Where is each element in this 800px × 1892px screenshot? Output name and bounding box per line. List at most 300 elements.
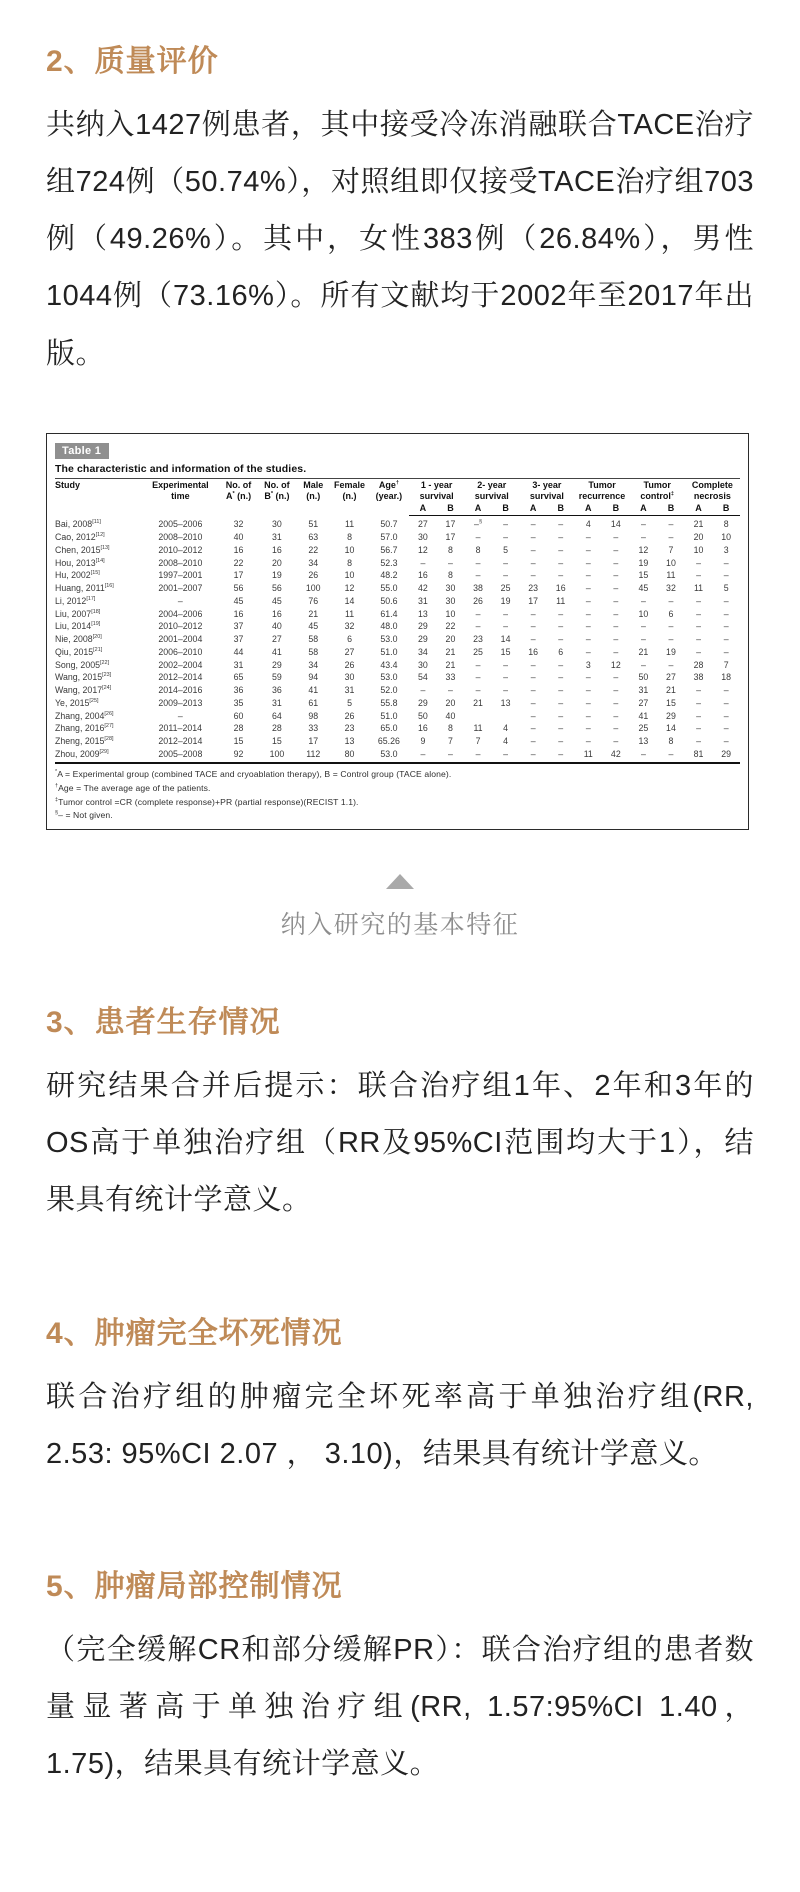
table-cell: 34	[308, 557, 319, 568]
table-cell: –	[723, 685, 729, 696]
table-cell: –	[448, 685, 453, 696]
table-cell: 31	[417, 595, 428, 606]
table-cell: 15	[272, 736, 282, 747]
table-cell: 10	[721, 532, 732, 543]
table-cell: Qiu, 2015[21]	[55, 646, 103, 657]
table-footnote: ‡Tumor control =CR (complete response)+PR (partial response)(RECIST 1.1).	[55, 796, 359, 807]
table-row	[55, 620, 740, 633]
table-cell: –	[585, 557, 591, 568]
table-cell: –	[558, 736, 564, 747]
table-subcolumn-header: B	[547, 502, 575, 516]
table-column-header: No. of B* (n.)	[258, 478, 296, 516]
table-cell: 4	[503, 736, 509, 747]
table-cell: 11	[693, 583, 704, 594]
table-cell: –	[696, 608, 701, 619]
table-figure-image[interactable]	[46, 433, 749, 831]
table-cell: 65	[233, 672, 244, 683]
section-paragraph-local-tumor-control: （完全缓解CR和部分缓解PR）：联合治疗组的患者数量显著高于单独治疗组(RR, 1.57:95%CI 1.40，1.75)，结果具有统计学意义。	[46, 1633, 754, 1780]
table-cell: –	[585, 544, 591, 555]
table-cell: 29	[417, 697, 428, 708]
table-cell: 37	[233, 621, 244, 632]
table-cell: –	[475, 621, 481, 632]
table-cell: –	[177, 595, 183, 606]
table-cell: 100	[258, 748, 296, 763]
table-cell: –	[613, 557, 619, 568]
table-cell: –	[613, 595, 619, 606]
table-cell: –	[630, 748, 658, 763]
table-cell: –	[530, 608, 536, 619]
table-cell: 29	[712, 748, 740, 763]
table-cell: 9	[420, 736, 426, 747]
table-row	[55, 722, 740, 735]
table-cell: Chen, 2015[13]	[55, 544, 110, 555]
table-cell: 41	[272, 646, 282, 657]
studies-table-head	[55, 478, 740, 516]
table-cell: 11	[344, 608, 355, 619]
table-cell: Hou, 2013[14]	[55, 557, 105, 568]
table-cell: 92	[219, 748, 257, 763]
table-cell: 20	[272, 557, 282, 568]
table-row	[55, 710, 740, 723]
table-cell: 19	[638, 557, 649, 568]
table-cell: 8	[668, 736, 674, 747]
table-cell: 4	[585, 519, 591, 530]
table-cell: 29	[417, 621, 428, 632]
table-cell: –	[585, 672, 591, 683]
table-cell: 14	[500, 634, 511, 645]
table-cell: –	[723, 723, 729, 734]
table-cell: –	[558, 697, 564, 708]
table-cell: –	[613, 736, 619, 747]
table-cell: 61.4	[380, 608, 398, 619]
table-cell: 19	[500, 595, 511, 606]
table-cell: 2012–2014	[158, 736, 203, 747]
table-cell: 8	[723, 519, 729, 530]
table-cell: 11	[666, 570, 676, 581]
table-cell: 13	[344, 736, 355, 747]
table-cell: 10	[638, 608, 649, 619]
table-cell: –	[613, 685, 619, 696]
table-cell: 12	[417, 544, 428, 555]
table-cell: 55.0	[380, 583, 398, 594]
table-cell: 7	[475, 736, 481, 747]
table-row	[55, 516, 740, 531]
table-cell: –	[177, 710, 183, 721]
table-cell: –	[613, 723, 619, 734]
table-cell: 8	[347, 532, 352, 543]
table-cell: 26	[308, 570, 319, 581]
table-footnote: *A = Experimental group (combined TACE and cryoablation therapy), B = Control group (TACE alone).	[55, 769, 452, 780]
table-subcolumn-header: A	[409, 502, 437, 516]
table-cell: –	[475, 659, 481, 670]
table-cell: 58	[308, 646, 319, 657]
table-cell: –	[437, 748, 465, 763]
table-cell: 21	[638, 646, 649, 657]
table-cell: –	[464, 748, 492, 763]
table-cell: 51.0	[380, 646, 398, 657]
table-column-header: Male (n.)	[296, 478, 330, 516]
table-cell: 50	[417, 710, 428, 721]
table-cell: –	[503, 685, 509, 696]
table-cell: 2010–2012	[158, 621, 203, 632]
table-cell	[492, 710, 520, 723]
table-row	[55, 697, 740, 710]
table-cell: Ye, 2015[25]	[55, 697, 99, 708]
table-cell: –	[613, 583, 619, 594]
table-cell: 17	[445, 532, 456, 543]
table-cell: 17	[528, 595, 539, 606]
table-cell: 16	[272, 608, 282, 619]
table-row	[55, 595, 740, 608]
table-cell: –	[613, 634, 619, 645]
table-cell: 53.0	[380, 634, 398, 645]
table-cell: –	[558, 634, 564, 645]
table-cell: 19	[666, 646, 676, 657]
table-cell: 38	[473, 583, 483, 594]
table-cell: 30	[445, 595, 456, 606]
section-patient-survival	[46, 1003, 754, 1229]
table-cell: –	[640, 519, 646, 530]
table-cell: –	[668, 532, 674, 543]
table-subcolumn-header: B	[602, 502, 630, 516]
table-cell: 36	[233, 685, 244, 696]
table-cell: –	[530, 570, 536, 581]
table-cell: 17	[233, 570, 244, 581]
table-cell: 43.4	[380, 659, 398, 670]
table-cell: –	[558, 710, 564, 721]
table-cell: 98	[308, 710, 319, 721]
table-column-header: 1 - year survival	[409, 478, 464, 502]
table-cell: 2002–2004	[158, 659, 203, 670]
table-subcolumn-header: A	[464, 502, 492, 516]
figure-caption-block	[46, 874, 754, 941]
table-cell: Song, 2005[22]	[55, 659, 110, 670]
table-cell: –	[668, 519, 674, 530]
table-cell: –	[547, 748, 575, 763]
table-cell: –	[696, 736, 701, 747]
table-cell: –	[530, 685, 536, 696]
table-cell: –	[475, 685, 481, 696]
table-cell: 61	[308, 697, 319, 708]
table-cell: 15	[500, 646, 511, 657]
table-cell: 28	[272, 723, 282, 734]
table-row	[55, 569, 740, 582]
table-cell: 3	[723, 544, 729, 555]
table-cell: 1997–2001	[158, 570, 203, 581]
table-cell: Wang, 2015[23]	[55, 672, 112, 683]
table-cell: 21	[445, 659, 456, 670]
table-row	[55, 748, 740, 763]
table-cell: –	[585, 583, 591, 594]
table-cell: 41	[638, 710, 649, 721]
table-cell: –	[723, 736, 729, 747]
table-column-header: 2- year survival	[464, 478, 519, 502]
table-cell: –	[492, 748, 520, 763]
table-subcolumn-header: B	[492, 502, 520, 516]
table-cell: –	[530, 697, 536, 708]
table-cell: 27	[272, 634, 282, 645]
table-cell: –	[530, 710, 536, 721]
table-subcolumn-header: A	[685, 502, 713, 516]
section-heading-patient-survival: 3、患者生存情况	[46, 1006, 281, 1040]
table-cell: 58	[308, 634, 319, 645]
table-row	[55, 557, 740, 570]
table-cell: 65.0	[380, 723, 398, 734]
table-column-header: Age† (year.)	[369, 478, 409, 516]
table-column-header: Tumor control‡	[630, 478, 685, 502]
table-cell: 2008–2010	[158, 557, 203, 568]
table-cell: –	[585, 608, 591, 619]
table-cell: 48.2	[380, 570, 398, 581]
table-cell: –	[503, 672, 509, 683]
section-paragraph-patient-survival: 研究结果合并后提示：联合治疗组1年、2年和3年的OS高于单独治疗组（RR及95%CI范围均大于1），结果具有统计学意义。	[46, 1070, 754, 1217]
table-cell: 50	[638, 672, 649, 683]
table-cell: –	[723, 570, 729, 581]
table-cell: 8	[347, 557, 352, 568]
table-cell: 27	[344, 646, 355, 657]
table-cell: –	[723, 646, 729, 657]
table-cell: 19	[272, 570, 282, 581]
table-cell: 30	[344, 672, 355, 683]
table-cell: –	[613, 532, 619, 543]
table-cell: 11	[574, 748, 602, 763]
table-cell: 11	[473, 723, 483, 734]
section-heading-quality-evaluation: 2、质量评价	[46, 45, 219, 78]
table-row	[55, 735, 740, 748]
table-cell: 15	[233, 736, 244, 747]
table-cell: 16	[417, 723, 428, 734]
table-cell: –	[696, 621, 701, 632]
table-cell: 14	[344, 595, 355, 606]
table-cell: 12	[344, 583, 355, 594]
table-cell: –	[558, 723, 564, 734]
table-cell: 29	[666, 710, 676, 721]
table-cell: –	[613, 672, 619, 683]
table-subcolumn-header: A	[574, 502, 602, 516]
table-cell: 2012–2014	[158, 672, 203, 683]
table-cell: 76	[308, 595, 319, 606]
table-cell: Zhang, 2004[26]	[55, 710, 114, 721]
table-cell: 23	[528, 583, 539, 594]
table-cell: 21	[666, 685, 676, 696]
table-cell: –	[668, 659, 674, 670]
table-row	[55, 531, 740, 544]
table-cell: –	[475, 532, 481, 543]
table-cell: 40	[445, 710, 456, 721]
table-cell: –	[558, 544, 564, 555]
table-cell: 14	[666, 723, 676, 734]
table-cell: 51	[308, 519, 319, 530]
table-cell: –	[585, 570, 591, 581]
table-cell: Zhang, 2016[27]	[55, 723, 114, 734]
table-cell: 8	[448, 723, 453, 734]
table-cell: 18	[721, 672, 732, 683]
table-cell: –	[409, 748, 437, 763]
table-cell: 26	[344, 659, 355, 670]
table-cell: –§	[474, 519, 482, 530]
table-cell: 27	[638, 697, 649, 708]
table-cell: –	[585, 685, 591, 696]
table-cell: 7	[448, 736, 453, 747]
table-cell: –	[585, 697, 591, 708]
section-local-tumor-control	[46, 1567, 754, 1793]
table-cell: 2011–2014	[158, 723, 203, 734]
table-cell: –	[668, 621, 674, 632]
table-cell: –	[640, 659, 646, 670]
table-subcolumn-header: A	[630, 502, 658, 516]
table-cell: 23	[344, 723, 355, 734]
table-cell: –	[696, 685, 701, 696]
table-cell: Nie, 2008[20]	[55, 634, 102, 645]
table-cell: Zheng, 2015[28]	[55, 736, 114, 747]
table-cell: 40	[233, 532, 244, 543]
table-cell: –	[475, 557, 481, 568]
table-cell: 10	[693, 544, 704, 555]
table-cell: –	[696, 634, 701, 645]
table-cell: 42	[417, 583, 428, 594]
table-cell: 28	[233, 723, 244, 734]
table-cell: –	[668, 634, 674, 645]
table-cell: 30	[445, 583, 456, 594]
table-cell: –	[585, 736, 591, 747]
table-cell: 14	[610, 519, 621, 530]
table-cell: 30	[272, 519, 282, 530]
table-cell: 32	[666, 583, 676, 594]
table-cell: 15	[666, 697, 676, 708]
table-cell: –	[503, 557, 509, 568]
table-cell: –	[558, 621, 564, 632]
table-cell: –	[503, 659, 509, 670]
table-column-header: 3- year survival	[519, 478, 574, 502]
table-cell: –	[613, 544, 619, 555]
table-subcolumn-header: B	[437, 502, 465, 516]
table-cell: –	[530, 532, 536, 543]
table-cell: 33	[445, 672, 456, 683]
table-row	[55, 671, 740, 684]
table-cell: –	[723, 710, 729, 721]
table-cell: –	[640, 621, 646, 632]
section-heading-local-tumor-control: 5、肿瘤局部控制情况	[46, 1569, 343, 1603]
table-cell: 64	[272, 710, 282, 721]
table-cell: 54	[417, 672, 428, 683]
studies-table	[55, 478, 740, 765]
table-cell: –	[448, 557, 453, 568]
table-cell: –	[640, 532, 646, 543]
table-title: The characteristic and information of the studies.	[55, 462, 307, 475]
table-cell: 41	[308, 685, 319, 696]
table-cell: 44	[233, 646, 244, 657]
table-cell: 23	[473, 634, 483, 645]
table-cell: –	[696, 710, 701, 721]
table-cell: 50.7	[380, 519, 398, 530]
table-cell: 8	[475, 544, 481, 555]
table-row	[55, 582, 740, 595]
table-cell: 32	[233, 519, 244, 530]
table-cell	[464, 710, 492, 723]
table-cell: 21	[473, 697, 483, 708]
table-label-badge: Table 1	[55, 443, 109, 459]
figure-caption: 纳入研究的基本特征	[280, 911, 520, 940]
table-cell: 27	[666, 672, 676, 683]
table-cell: 25	[500, 583, 511, 594]
table-cell: 55.8	[380, 697, 398, 708]
table-cell: 51.0	[380, 710, 398, 721]
table-cell: –	[475, 672, 481, 683]
table-cell: 12	[638, 544, 649, 555]
table-cell: 94	[308, 672, 319, 683]
table-cell: –	[696, 557, 701, 568]
table-cell: Wang, 2017[24]	[55, 685, 112, 696]
table-cell: –	[696, 570, 701, 581]
table-cell: 13	[638, 736, 649, 747]
table-cell: 21	[445, 646, 456, 657]
table-cell: 2001–2007	[158, 583, 203, 594]
table-cell: –	[503, 608, 509, 619]
table-cell: 52.3	[380, 557, 398, 568]
table-cell: –	[558, 570, 564, 581]
table-cell: –	[420, 557, 426, 568]
table-cell: 10	[445, 608, 456, 619]
table-cell: 7	[723, 659, 729, 670]
table-cell: –	[530, 544, 536, 555]
table-cell: 31	[344, 685, 355, 696]
table-cell: 8	[448, 570, 453, 581]
table-footnote: §– = Not given.	[55, 810, 113, 821]
table-cell: 13	[500, 697, 511, 708]
table-cell: Li, 2012[17]	[55, 595, 96, 606]
table-cell: 2009–2013	[158, 697, 203, 708]
table-cell: 27	[417, 519, 428, 530]
table-subcolumn-header: B	[712, 502, 740, 516]
table-cell: 100	[305, 583, 321, 594]
table-cell: –	[585, 634, 591, 645]
table-row	[55, 659, 740, 672]
table-cell: –	[668, 595, 674, 606]
table-cell: 8	[448, 544, 453, 555]
table-cell: 48.0	[380, 621, 398, 632]
table-cell: 34	[417, 646, 428, 657]
table-cell: Huang, 2011[16]	[55, 583, 114, 594]
table-cell: –	[558, 519, 564, 530]
table-cell: Liu, 2007[18]	[55, 608, 101, 619]
table-cell: –	[519, 748, 547, 763]
table-cell: 26	[344, 710, 355, 721]
table-cell: 16	[272, 544, 282, 555]
table-cell: 2008–2010	[158, 532, 203, 543]
table-footnotes	[55, 768, 740, 823]
studies-table-body	[55, 516, 740, 763]
table-row	[55, 544, 740, 557]
table-cell: 36	[272, 685, 282, 696]
table-cell: Bai, 2008[11]	[55, 519, 101, 530]
table-cell: 22	[445, 621, 456, 632]
table-cell: 2004–2006	[158, 608, 203, 619]
table-cell: 56	[233, 583, 244, 594]
table-cell: –	[657, 748, 685, 763]
table-cell: 32	[344, 621, 355, 632]
table-cell: 21	[308, 608, 319, 619]
table-row	[55, 646, 740, 659]
table-cell: Cao, 2012[12]	[55, 532, 105, 543]
table-cell: 45	[638, 583, 649, 594]
table-cell: –	[723, 608, 729, 619]
table-cell: 16	[528, 646, 539, 657]
table-column-header: Female (n.)	[330, 478, 368, 516]
table-cell: –	[723, 557, 729, 568]
table-cell: 2005–2008	[141, 748, 219, 763]
table-cell: 25	[638, 723, 649, 734]
table-cell: –	[613, 570, 619, 581]
